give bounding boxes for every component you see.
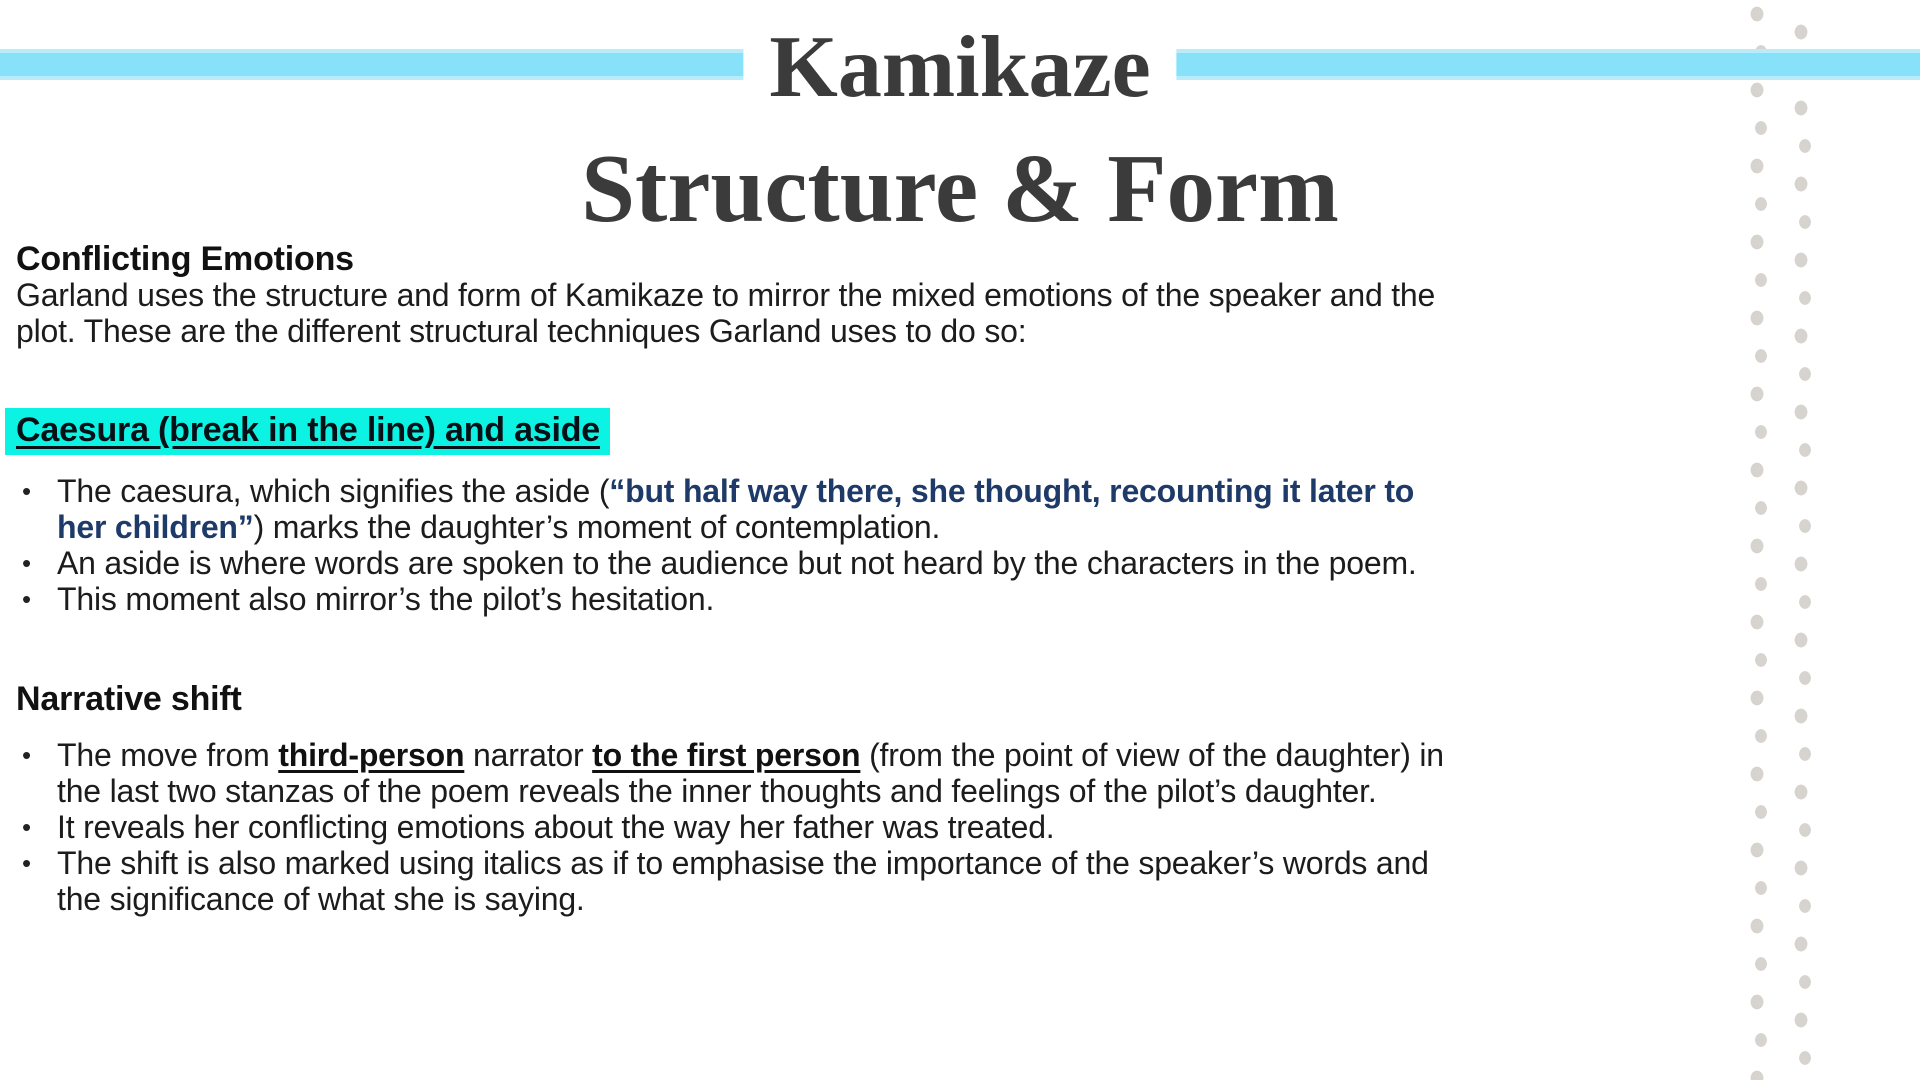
bullet-text bbox=[57, 473, 1414, 545]
slide-body bbox=[16, 241, 1716, 917]
emphasis-text: her children” bbox=[57, 509, 254, 545]
bullet-marker: • bbox=[22, 848, 31, 878]
text-run: The move from bbox=[57, 737, 279, 773]
bullet-marker: • bbox=[22, 812, 31, 842]
bullet-text bbox=[57, 845, 1429, 917]
text-run: narrator bbox=[464, 737, 593, 773]
bullet-text bbox=[57, 545, 1417, 581]
paragraph bbox=[16, 277, 1716, 349]
text-run: The shift is also marked using italics as if to emphasise the importance of the speaker’s words and bbox=[57, 845, 1429, 881]
text-run: the last two stanzas of the poem reveals the inner thoughts and feelings of the pilot’s daughter. bbox=[57, 773, 1377, 809]
bullet-marker: • bbox=[22, 740, 31, 770]
emphasis-text: “but half way there, she thought, recounting it later to bbox=[609, 473, 1415, 509]
bullet-text bbox=[57, 581, 714, 617]
bullet-list bbox=[16, 473, 1716, 617]
text-run: plot. These are the different structural techniques Garland uses to do so: bbox=[16, 313, 1027, 349]
section-heading: Conflicting Emotions bbox=[16, 240, 354, 278]
bullet-item bbox=[16, 737, 1716, 809]
bullet-text bbox=[57, 737, 1444, 809]
text-run: It reveals her conflicting emotions about the way her father was treated. bbox=[57, 809, 1055, 845]
section-heading-highlighted bbox=[16, 407, 1716, 453]
text-run: The caesura, which signifies the aside ( bbox=[57, 473, 610, 509]
text-run: An aside is where words are spoken to the audience but not heard by the characters in the poem. bbox=[57, 545, 1417, 581]
bullet-marker: • bbox=[22, 584, 31, 614]
bullet-marker: • bbox=[22, 476, 31, 506]
bullet-item bbox=[16, 581, 1716, 617]
text-run: Garland uses the structure and form of Kamikaze to mirror the mixed emotions of the speaker and the bbox=[16, 277, 1436, 313]
bullet-marker: • bbox=[22, 548, 31, 578]
bullet-item bbox=[16, 473, 1716, 545]
text-run: ) marks the daughter’s moment of contemplation. bbox=[253, 509, 941, 545]
text-run: This moment also mirror’s the pilot’s hesitation. bbox=[57, 581, 715, 617]
slide-subtitle: Structure & Form bbox=[581, 135, 1339, 242]
bullet-list bbox=[16, 737, 1716, 917]
emphasis-text: third-person bbox=[278, 737, 465, 773]
emphasis-text: to the first person bbox=[592, 737, 861, 773]
bullet-text bbox=[57, 809, 1055, 845]
slide-title: Kamikaze bbox=[743, 24, 1176, 112]
highlighted-heading-text: Caesura (break in the line) and aside bbox=[5, 408, 610, 455]
bullet-item bbox=[16, 545, 1716, 581]
text-run: the significance of what she is saying. bbox=[57, 881, 585, 917]
text-run: (from the point of view of the daughter) in bbox=[860, 737, 1444, 773]
bullet-item bbox=[16, 809, 1716, 845]
section-heading: Narrative shift bbox=[16, 680, 242, 718]
bullet-item bbox=[16, 845, 1716, 917]
